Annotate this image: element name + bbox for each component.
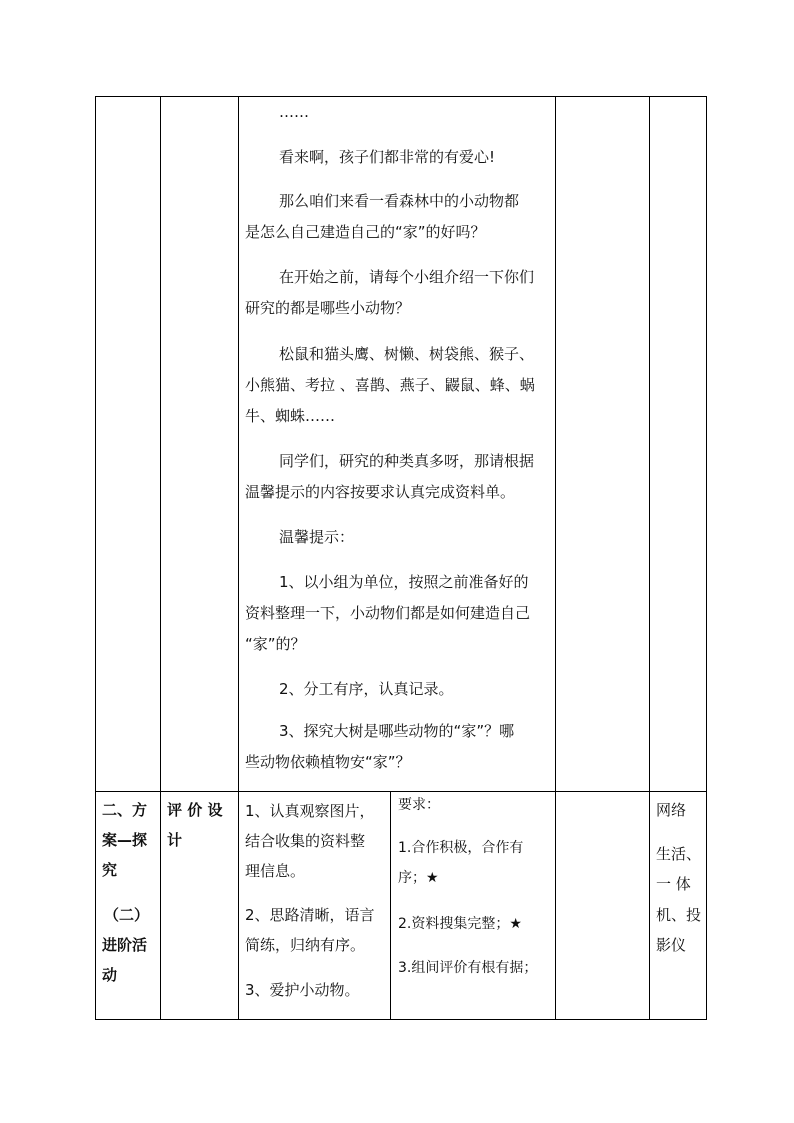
substage-label-line: 动 [102,966,118,984]
resource-line: 网络 [656,801,687,819]
column-divider-4 [555,96,556,1020]
goal-line: 2、思路清晰，语言 [245,906,375,924]
column-divider-5 [649,96,650,1020]
requirements-title: 要求： [398,797,440,813]
paragraph-line: 是怎么自己建造自己的“家”的好吗？ [245,223,486,241]
column-divider-3 [390,791,391,1020]
tip-line: “家”的？ [245,635,306,653]
table-left-border [95,96,96,1020]
stage-label-line: 究 [102,861,118,879]
paragraph-line: 同学们，研究的种类真多呀，那请根据 [279,452,535,470]
tip-line: 资料整理一下，小动物们都是如何建造自己 [245,604,531,622]
requirement-line: 1.合作积极，合作有 [398,840,524,856]
tip-line: 2、分工有序，认真记录。 [279,680,454,698]
goal-line: 结合收集的资料整 [245,832,366,850]
tip-line: 1、以小组为单位，按照之前准备好的 [279,573,529,591]
paragraph-line: 研究的都是哪些小动物？ [245,299,411,317]
paragraph-line: 牛、蜘蛛…… [245,407,336,425]
requirement-line: 序；★ [398,870,439,886]
requirement-line: 3.组间评价有根有据； [398,960,538,976]
goal-line: 1、认真观察图片， [245,802,375,820]
substage-label-line: （二） [104,906,150,924]
design-label-line: 评 价 设 [167,801,223,819]
substage-label-line: 进阶活 [102,936,148,954]
table-bottom-border [95,1019,707,1020]
goal-line: 理信息。 [245,862,306,880]
tips-title: 温馨提示： [279,528,355,546]
tip-line: 3、探究大树是哪些动物的“家”？哪 [279,722,515,740]
stage-label-line: 二、方 [102,801,148,819]
requirement-line: 2.资料搜集完整；★ [398,916,522,932]
paragraph-line: 在开始之前，请每个小组介绍一下你们 [279,268,535,286]
paragraph-line: 小熊猫、考拉 、喜鹊、燕子、鼹鼠、蜂、蜗 [245,376,535,394]
paragraph-line: 松鼠和猫头鹰、树懒、树袋熊、猴子、 [279,345,535,363]
table-top-border [95,96,707,97]
resource-line: 影仪 [656,936,687,954]
resource-line: 一 体 [656,875,691,893]
column-divider-1 [160,96,161,1020]
resource-line: 机、投 [656,906,702,924]
paragraph-line: 温馨提示的内容按要求认真完成资料单。 [245,483,516,501]
ellipsis-line: …… [279,103,309,121]
design-label-line: 计 [167,831,183,849]
stage-label-line: 案—探 [102,831,148,849]
paragraph-line: 那么咱们来看一看森林中的小动物都 [279,192,520,210]
goal-line: 简练，归纳有序。 [245,936,366,954]
paragraph-line: 看来啊，孩子们都非常的有爱心! [279,148,496,166]
resource-line: 生活、 [656,845,702,863]
column-divider-2 [238,96,239,1020]
tip-line: 些动物依赖植物安“家”？ [245,753,411,771]
table-right-border [706,96,707,1020]
goal-line: 3、爱护小动物。 [245,981,360,999]
